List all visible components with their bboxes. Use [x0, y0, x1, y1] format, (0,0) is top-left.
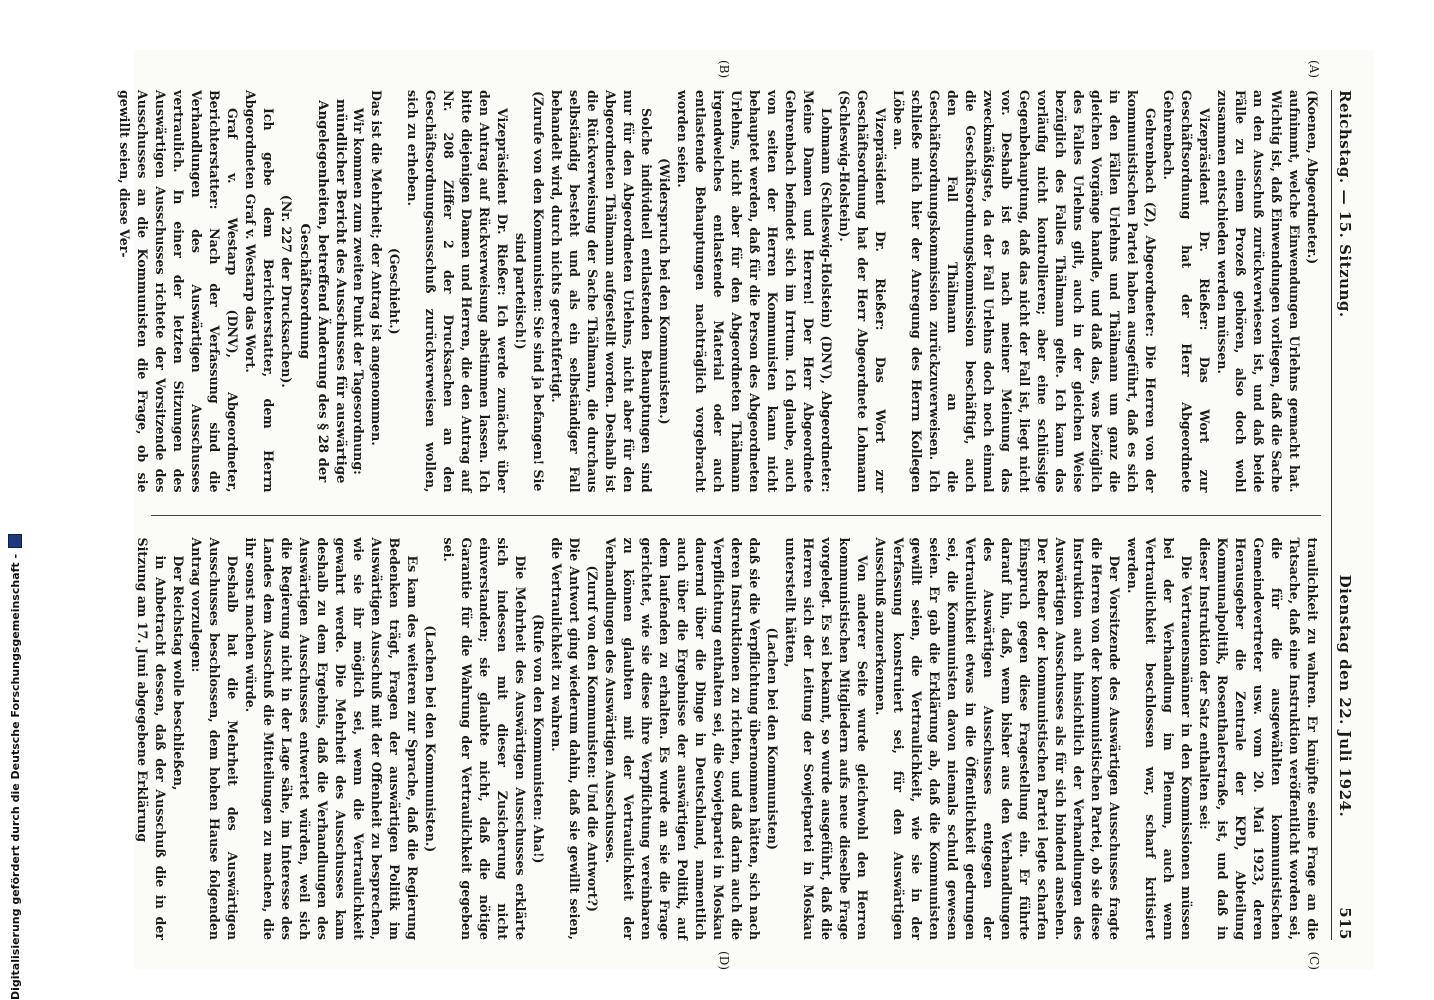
- header-left: Reichstag.: [1336, 90, 1354, 184]
- right-paragraph: Es kam des weiteren zur Sprache, daß die Regierung Bedenken trägt, Fragen der auswärtigen Politik im Auswärtigen Ausschuß mit der Offenheit zu besprechen, wie sie ihr möglich sei, wenn die Vertraulichkeit gewahrt werde. Die Mehrheit des Ausschusses kam deshalb zu dem Ergebnis, daß die Verhandlungen des Auswärtigen Ausschusses entwertet würden, weil sich die Regierung nicht in der Lage sähe, im Interesse des Landes dem Ausschuß die Mitteilungen zu machen, die ihr sonst machen würde.: [243, 537, 420, 940]
- left-paragraph: Graf v. Westarp (DNV), Abgeordneter, Berichterstatter: Nach der Verfassung sind die Verhandlungen des Auswärtigen Ausschusses vertraulich. In einer der letzten Sitzungen des Auswärtigen Ausschusses richtete der Vorsitzende des Ausschusses an die Kommunisten die Frage, ob sie gewillt seien, diese Ver-: [117, 90, 240, 493]
- left-paragraph: (Koenen, Abgeordneter.): [1305, 90, 1320, 265]
- left-paragraph: Das ist die Mehrheit; der Antrag ist angenommen.: [369, 90, 384, 446]
- left-paragraph: (Widerspruch bei den Kommunisten.): [657, 157, 672, 425]
- digitization-credit: [8, 534, 22, 1000]
- left-paragraph: Vizepräsident Dr. Rießer: Das Wort zur Geschäftsordnung hat der Herr Abgeordnete Gehrenbach.: [1161, 90, 1212, 493]
- text-columns: [117, 60, 1321, 970]
- dfg-logo-icon: [8, 534, 22, 548]
- right-paragraph: daß sie die Verpflichtung übernommen hätten, sich nach deren Instruktionen zu richten, und daß darin auch die Verpflichtung enthalten sei, die Sowjetpartei in Moskau dauernd über die Dinge in Deutschland, namentlich auch über die Ergebnisse der auswärtigen Politik, auf dem laufenden zu erhalten. Es wurde an sie die Frage gerichtet, wie sie diese ihre Verpflichtung vereinbaren zu können glaubten mit der Vertraulichkeit der Verhandlungen des Auswärtigen Ausschusses.: [603, 537, 762, 940]
- margin-marker-c: (C): [1307, 951, 1321, 970]
- left-paragraph: Vizepräsident Dr. Rießer: Ich werde zunächst über den Antrag auf Rückverweisung abstimmen lassen. Ich bitte diejenigen Damen und Herren, die den Antrag auf Nr. 208 Ziffer 2 der Drucksachen an den Geschäftsordnungsausschuß zurückverweisen wollen, sich zu erheben.: [405, 90, 510, 493]
- left-paragraph: Ich gebe dem Berichterstatter, dem Herrn Abgeordneten Graf v. Westarp das Wort.: [243, 90, 276, 493]
- right-column: [135, 515, 1321, 941]
- right-paragraph: Die Vertrauensmänner in den Kommissionen müssen bei der Verhandlung im Plenum, auch wenn Vertraulichkeit beschlossen war, scharf kritisiert werden.: [1125, 537, 1194, 940]
- left-column: [117, 90, 1321, 515]
- left-paragraph: Solche individuell entlastenden Behauptungen sind nur für den Abgeordneten Urlehns, nicht aber für den Abgeordneten Thälmann aufgestellt worden. Deshalb ist die Rückverweisung der Sache Thälmann, die durchaus selbständig besteht und als ein selbständiger Fall behandelt wird, durch nichts gerechtfertigt.: [549, 90, 654, 493]
- right-paragraph: Von anderer Seite wurde gleichwohl den Herren kommunistischen Mitgliedern aufs neue dieselbe Frage vorgelegt. Es sei bekannt, so wurde ausgeführt, daß die Herren sich der Leitung der Sowjetpartei in Moskau unterstellt hätten,: [783, 537, 870, 940]
- margin-marker-b: (B): [717, 60, 731, 79]
- right-paragraph: (Zuruf von den Kommunisten: Und die Antwort?): [585, 565, 600, 913]
- header-date: Dienstag den 22. Juli 1924.: [1336, 574, 1354, 818]
- right-paragraph: Der Reichstag wolle beschließen,: [171, 555, 186, 791]
- left-paragraph: Wir kommen zum zweiten Punkt der Tagesordnung:: [351, 108, 366, 475]
- margin-marker-a: (A): [1307, 60, 1321, 79]
- left-paragraph: aufnimmt, welche Einwendungen Urlehns gemacht hat. Wichtig ist, daß Einwendungen vorliegen, daß die Sache an den Ausschuß zurückverwiesen ist, und daß beide Fälle zu einem Prozeß gehören, also doch wohl zusammen entschieden werden müssen.: [1215, 90, 1302, 493]
- left-paragraph: Gehrenbach (Z), Abgeordneter: Die Herren von der kommunistischen Partei haben ausgeführt, daß es sich in den Fällen Urlehns und Thälmann um ganz die gleichen Vorgänge handle, und daß das, was bezüglich des Falles Urlehns gilt, auch in der gleichen Weise bezüglich des Falles Thälmann gelte. Ich kann das vorläufig nicht kontrollieren; aber eine schlüssige Gegenbehauptung, daß das nicht der Fall ist, liegt nicht vor. Deshalb ist es nach meiner Meinung das zweckmäßigste, da der Fall Urlehns doch noch einmal die Geschäftsordnungskommission beschäftigt, auch den Fall Thälmann an die Geschäftsordnungskommission zurückzuverweisen. Ich schließe mich hier der Anregung des Herrn Kollegen Löbe an.: [891, 90, 1158, 493]
- document-page: [117, 50, 1374, 970]
- page-header: [1331, 90, 1354, 940]
- credit-text: Digitalisierung gefördert durch die Deutsche Forschungsgemeinschaft -: [8, 553, 22, 1000]
- left-paragraph: Lohmann (Schleswig-Holstein) (DNV), Abgeordneter: Meine Damen und Herren! Der Herr Abgeordnete Gehrenbach befindet sich im Irrtum. Ich glaube, auch von seiten der Herren Kommunisten kann nicht behauptet werden, daß für die Person des Abgeordneten Urlehns, nicht aber für den Abgeordneten Thälmann irgendwelches entlastende Material oder auch entlastende Behauptungen nachträglich vorgebracht worden seien.: [675, 90, 834, 493]
- left-paragraph: Vizepräsident Dr. Rießer: Das Wort zur Geschäftsordnung hat der Herr Abgeordnete Lohmann (Schleswig-Holstein).: [837, 90, 888, 493]
- right-paragraph: (Lachen bei den Kommunisten.): [423, 625, 438, 853]
- right-paragraph: Die Antwort ging wiederum dahin, daß sie gewillt seien, die Vertraulichkeit zu wahren.: [549, 537, 582, 940]
- margin-marker-d: (D): [717, 951, 731, 970]
- right-paragraph: Deshalb hat die Mehrheit des Auswärtigen Ausschusses beschlossen, dem hohen Hause folgenden Antrag vorzulegen:: [189, 537, 240, 940]
- right-paragraph: Die Mehrheit des Auswärtigen Ausschusses erklärte sich indessen mit dieser Zusicherung nicht einverstanden; sie glaubte nicht, daß die nötige Garantie für die Wahrung der Vertraulichkeit gegeben sei.: [441, 537, 528, 940]
- left-paragraph: (Zurufe von den Kommunisten: Sie sind ja befangen! Sie sind parteiisch!): [513, 91, 546, 492]
- left-paragraph: (Nr. 227 der Drucksachen).: [279, 194, 294, 388]
- right-paragraph: (Rufe von den Kommunisten: Aha!): [531, 613, 546, 864]
- right-paragraph: Der Vorsitzende des Auswärtigen Ausschusses fragte die Herren von der kommunistischen Partei, ob sie diese Instruktion auch hinsichtlich der Verhandlungen des Auswärtigen Ausschusses als für sich bindend ansehen. Der Redner der kommunistischen Partei legte scharfen Einspruch gegen diese Fragestellung ein. Er führte darauf hin, daß, wenn bisher aus den Verhandlungen des Auswärtigen Ausschusses entgegen der Vertraulichkeit etwas in die Öffentlichkeit gedrungen sei, die Kommunisten davon niemals schuld gewesen seien. Er gab die Erklärung ab, daß die Kommunisten gewillt seien, die Vertraulichkeit, wie sie in der Verfassung konstruiert sei, für den Auswärtigen Ausschuß anzuerkennen.: [873, 537, 1122, 940]
- right-paragraph: in Anbetracht dessen, daß der Ausschuß die in der Sitzung am 17. Juni abgegebene Erklärung: [135, 537, 168, 940]
- page-number: 515: [1336, 907, 1354, 940]
- right-paragraph: traulichkeit zu wahren. Er knüpfte seine Frage an die Tatsache, daß eine Instruktion veröffentlicht worden sei, die für die ausgewählten kommunistischen Gemeindevertreter usw. vom 20. Mai 1923, deren Herausgeber die Zentrale der KPD, Abteilung Kommunalpolitik, Rosenthalerstraße, ist, und daß in dieser Instruktion der Satz enthalten sei:: [1197, 537, 1320, 940]
- left-paragraph: (Geschieht.): [387, 247, 402, 335]
- left-paragraph: mündlicher Bericht des Ausschusses für auswärtige Angelegenheiten, betreffend Änderung des § 28 der Geschäftsordnung: [297, 99, 348, 484]
- header-session: — 15. Sitzung.: [1336, 189, 1354, 318]
- right-paragraph: (Lachen bei den Kommunisten): [765, 627, 780, 851]
